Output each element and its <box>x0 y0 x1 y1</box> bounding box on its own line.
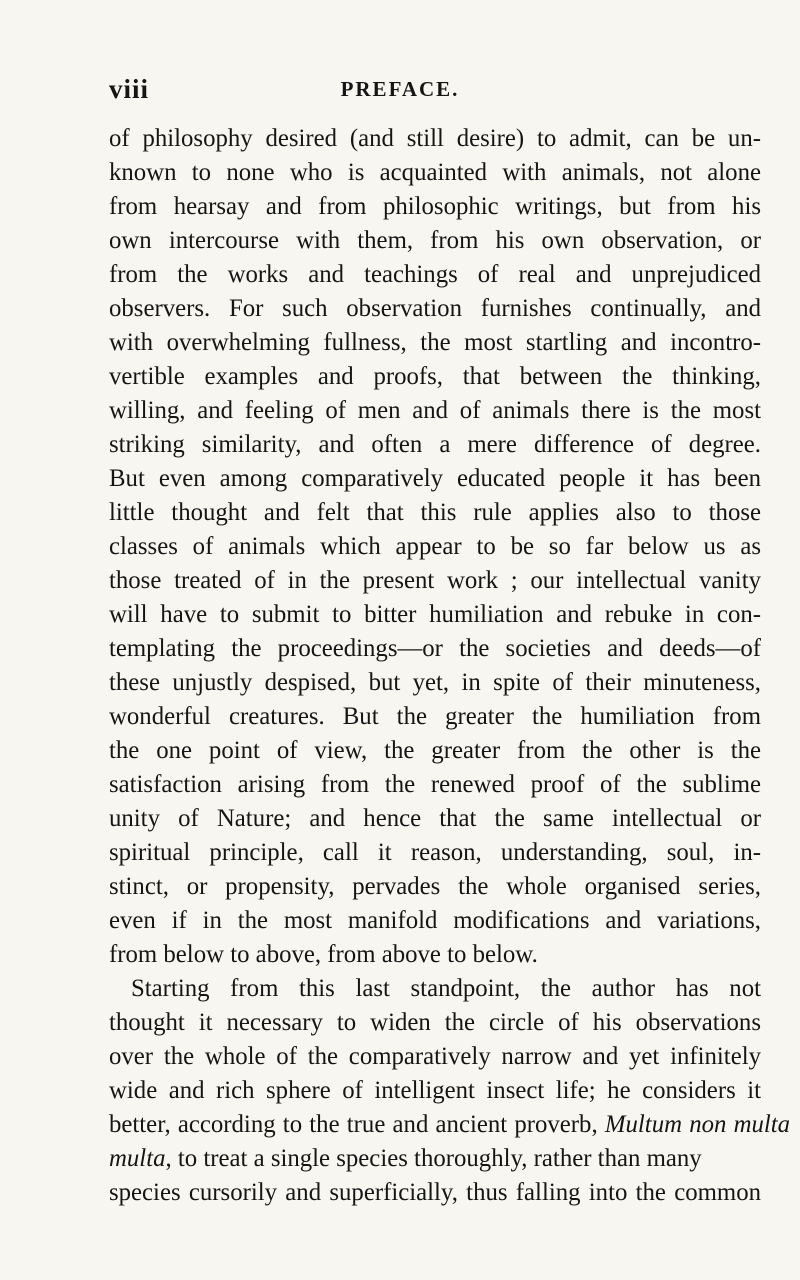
text-line: known to none who is acquainted with animals, not alone <box>109 159 761 186</box>
text-line: these unjustly despised, but yet, in spite of their minuteness, <box>109 669 761 696</box>
line-text-segment: better, according to the true and ancient proverb, <box>109 1111 598 1138</box>
text-line: from hearsay and from philosophic writings, but from his <box>109 193 761 220</box>
text-line: vertible examples and proofs, that between the thinking, <box>109 363 761 390</box>
line-text-segment: , to treat a single species thoroughly, rather than many <box>165 1145 702 1172</box>
text-line: But even among comparatively educated people it has been <box>109 465 761 492</box>
text-line: the one point of view, the greater from the other is the <box>109 737 761 764</box>
running-head: PREFACE. <box>340 77 460 101</box>
body-text <box>109 122 791 1272</box>
text-line: even if in the most manifold modifications and variations, <box>109 907 761 934</box>
text-line: thought it necessary to widen the circle of his observations <box>109 1009 761 1036</box>
text-line: stinct, or propensity, pervades the whole organised series, <box>109 873 761 900</box>
text-line: unity of Nature; and hence that the same intellectual or <box>109 805 761 832</box>
latin-proverb-part-2: multa <box>109 1145 166 1172</box>
page-number: viii <box>109 74 150 104</box>
paragraph-start-line: Starting from this last standpoint, the author has not <box>131 975 761 1002</box>
text-line <box>109 1108 791 1144</box>
paragraph-end-line: from below to above, from above to below. <box>109 941 538 968</box>
text-line: wide and rich sphere of intelligent insect life; he considers it <box>109 1077 761 1104</box>
text-line: own intercourse with them, from his own observation, or <box>109 227 761 254</box>
text-line <box>109 1142 761 1178</box>
text-line: wonderful creatures. But the greater the humiliation from <box>109 703 761 730</box>
text-line: from the works and teachings of real and unprejudiced <box>109 261 761 288</box>
text-line: will have to submit to bitter humiliation and rebuke in con- <box>109 601 761 628</box>
text-line: classes of animals which appear to be so far below us as <box>109 533 761 560</box>
text-line: observers. For such observation furnishes continually, and <box>109 295 761 322</box>
text-line: of philosophy desired (and still desire) to admit, can be un- <box>109 125 761 152</box>
text-line: willing, and feeling of men and of animals there is the most <box>109 397 761 424</box>
text-line: species cursorily and superficially, thus falling into the common <box>109 1179 761 1206</box>
page-header <box>0 74 800 104</box>
text-line: templating the proceedings—or the societies and deeds—of <box>109 635 761 662</box>
text-line: little thought and felt that this rule applies also to those <box>109 499 761 526</box>
latin-proverb-part-1: Multum non multa <box>604 1111 791 1138</box>
text-line: satisfaction arising from the renewed proof of the sublime <box>109 771 761 798</box>
text-line: over the whole of the comparatively narrow and yet infinitely <box>109 1043 761 1070</box>
text-line: spiritual principle, call it reason, understanding, soul, in- <box>109 839 761 866</box>
text-line: with overwhelming fullness, the most startling and incontro- <box>109 329 761 356</box>
text-line: striking similarity, and often a mere difference of degree. <box>109 431 761 458</box>
text-line: those treated of in the present work ; our intellectual vanity <box>109 567 761 594</box>
